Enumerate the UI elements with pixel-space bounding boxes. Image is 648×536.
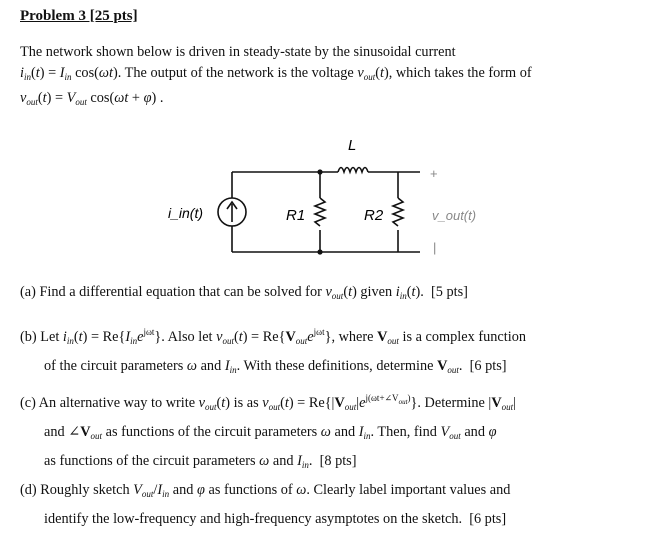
part-d: (d) Roughly sketch $V_{out}/I_{in}$ and φ as functions of ω. Clearly label important values and identify the low-frequency and high-frequency asymptotes on the sketch. [6 pts] <box>20 482 511 527</box>
part-b: (b) Let $i_{in}(t) = Re\{I_{in}e^{j\omega t}\}$. Also let $v_{out}(t) = Re\{V_{out}e^{j\omega t}\}$, where $V_{out}$ is a complex function of the circuit parameters ω and $I_{in}$. With these definitions, determine $V_{out}$. [6 pts] <box>20 327 526 375</box>
part-a: (a) Find a differential equation that can be solved for $v_{out}(t)$ given $i_{in}(t)$. [5 pts] <box>20 284 468 301</box>
node-dot <box>317 169 322 174</box>
node-dot <box>317 249 322 254</box>
part-d-label: (d) <box>20 482 37 498</box>
current-arrow-icon <box>227 202 237 222</box>
source-label: i_in(t) <box>168 205 204 221</box>
vout-label: v_out(t) <box>432 208 477 223</box>
problem-title: Problem 3 [25 pts] <box>20 8 138 24</box>
inductor-label: L <box>348 137 357 154</box>
r1-label: R1 <box>286 207 306 224</box>
minus-label: | <box>433 240 437 255</box>
part-a-label: (a) <box>20 284 36 300</box>
intro-line-1: The network shown below is driven in steady-state by the sinusoidal current <box>20 44 456 60</box>
part-c: (c) An alternative way to write $v_{out}(t)$ is as $v_{out}(t) = Re\{|V_{out}|e^{j(\omega t+\angle V_{out})}\}$. Determine $|V_{out}|$ and $\angle V_{out}$ as functions of the circuit parameters ω and $I_{in}$. Then, find $V_{out}$ and φ as functions of the circuit parameters ω and $I_{in}$. [8 pts] <box>20 393 517 470</box>
r2-label: R2 <box>364 207 384 224</box>
intro-paragraph: The network shown below is driven in steady-state by the sinusoidal current $i_{in}(t) = I_{in}$ cos(ωt). The output of the network is the voltage $v_{out}(t)$, which takes the form of $v_{out}(t) = V_{out}$ cos(ωt + φ) . <box>20 44 532 107</box>
plus-label: + <box>430 166 438 181</box>
part-c-label: (c) <box>20 394 36 411</box>
part-b-label: (b) <box>20 328 37 345</box>
circuit-diagram <box>0 128 648 278</box>
